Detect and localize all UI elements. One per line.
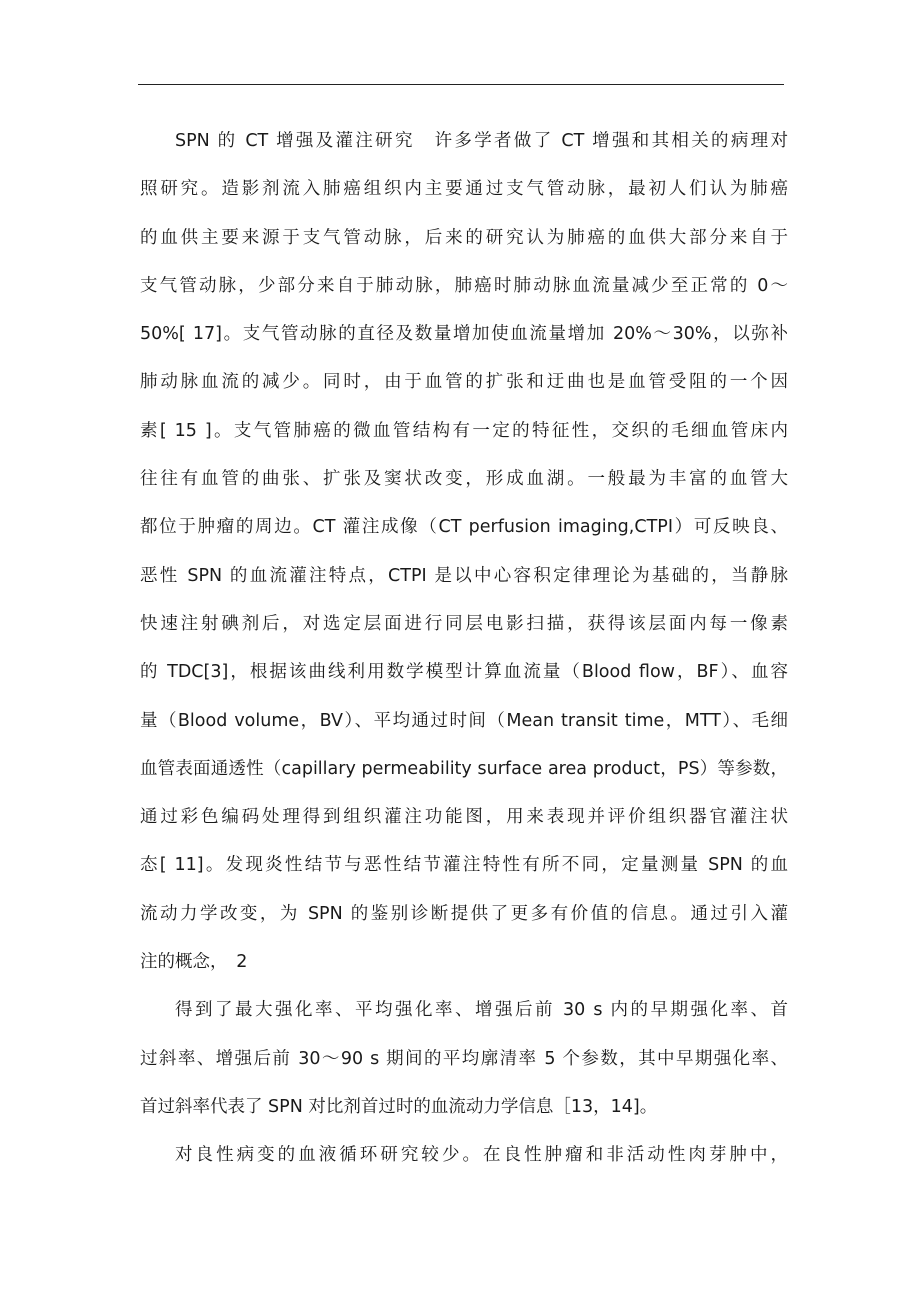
- paragraph-line: 肺动脉血流的减少。同时，由于血管的扩张和迂曲也是血管受阻的一个因: [140, 372, 788, 393]
- body-text: [140, 117, 788, 1180]
- paragraph-line: 往往有血管的曲张、扩张及窦状改变，形成血湖。一般最为丰富的血管大: [140, 469, 788, 490]
- paragraph-line: 恶性 SPN 的血流灌注特点，CTPI 是以中心容积定律理论为基础的，当静脉: [140, 565, 788, 586]
- paragraph-line: SPN 的 CT 增强及灌注研究 许多学者做了 CT 增强和其相关的病理对: [175, 131, 788, 151]
- paragraph-line: 态[ 11]。发现炎性结节与恶性结节灌注特性有所不同，定量测量 SPN 的血: [140, 855, 788, 876]
- paragraph-line: 支气管动脉，少部分来自于肺动脉，肺癌时肺动脉血流量减少至正常的 0～: [140, 275, 788, 296]
- paragraph-line: 的血供主要来源于支气管动脉，后来的研究认为肺癌的血供大部分来自于: [140, 227, 788, 248]
- paragraph-line: 血管表面通透性（capillary permeability surface area product，PS）等参数，: [140, 758, 788, 779]
- paragraph-line: 注的概念， 2: [140, 952, 248, 973]
- paragraph-line: 首过斜率代表了 SPN 对比剂首过时的血流动力学信息［13，14]。: [140, 1096, 658, 1117]
- paragraph-line: 50%[ 17]。支气管动脉的直径及数量增加使血流量增加 20%～30%，以弥补: [140, 324, 788, 345]
- paragraph-line: 都位于肿瘤的周边。CT 灌注成像（CT perfusion imaging,CTPI）可反映良、: [140, 517, 788, 538]
- paragraph-line: 快速注射碘剂后，对选定层面进行同层电影扫描，获得该层面内每一像素: [140, 613, 788, 634]
- paragraph-line: 过斜率、增强后前 30～90 s 期间的平均廓清率 5 个参数，其中早期强化率、: [140, 1048, 788, 1069]
- paragraph-line: 照研究。造影剂流入肺癌组织内主要通过支气管动脉，最初人们认为肺癌: [140, 179, 788, 200]
- paragraph-line: 流动力学改变，为 SPN 的鉴别诊断提供了更多有价值的信息。通过引入灌: [140, 903, 788, 924]
- header-rule: [138, 84, 784, 85]
- paragraph-line: 的 TDC[3]，根据该曲线利用数学模型计算血流量（Blood flow，BF）、血容: [140, 662, 788, 683]
- paragraph-line: 量（Blood volume，BV）、平均通过时间（Mean transit time，MTT）、毛细: [140, 710, 788, 731]
- paragraph-line: 得到了最大强化率、平均强化率、增强后前 30 s 内的早期强化率、首: [175, 1000, 788, 1021]
- paragraph-line: 对良性病变的血液循环研究较少。在良性肿瘤和非活动性肉芽肿中，: [175, 1145, 788, 1166]
- paragraph-line: 通过彩色编码处理得到组织灌注功能图，用来表现并评价组织器官灌注状: [140, 807, 788, 828]
- paragraph-line: 素[ 15 ]。支气管肺癌的微血管结构有一定的特征性，交织的毛细血管床内: [140, 420, 788, 441]
